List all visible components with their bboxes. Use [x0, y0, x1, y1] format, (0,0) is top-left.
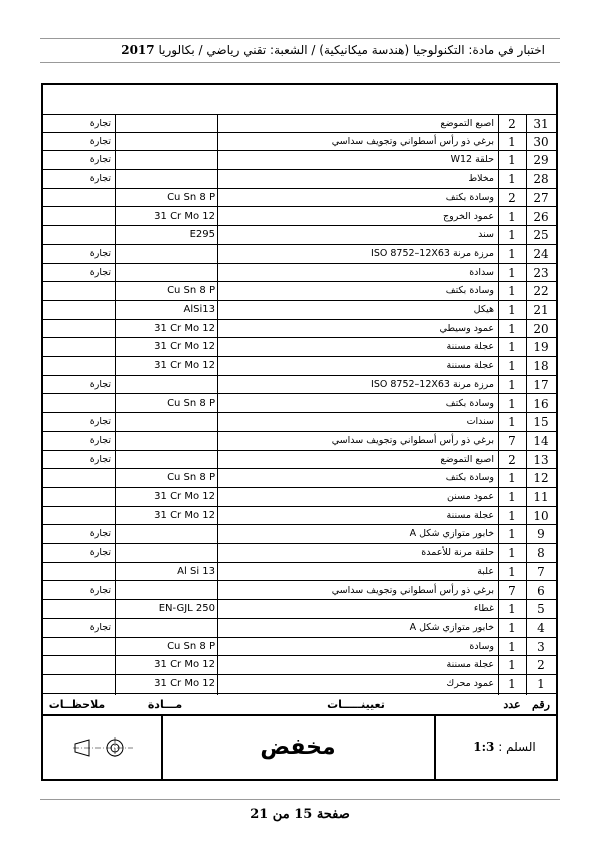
part-number: 10 [533, 508, 549, 523]
scale-value: 1:3 [473, 740, 495, 754]
part-quantity: 1 [508, 246, 516, 261]
part-material [115, 115, 217, 133]
part-remark [43, 320, 113, 338]
part-remark [43, 301, 113, 319]
part-material: 31 Cr Mo 12 [154, 491, 215, 502]
part-remark [43, 488, 113, 506]
part-number: 9 [537, 527, 545, 542]
part-number: 7 [537, 564, 545, 579]
part-number: 23 [533, 265, 549, 280]
part-number: 11 [533, 490, 549, 504]
scale-label [453, 716, 556, 779]
part-number: 5 [537, 602, 545, 617]
part-quantity: 1 [508, 284, 516, 299]
part-quantity: 1 [508, 620, 516, 635]
part-designation: وسادة بكتف [445, 285, 494, 297]
part-quantity: 2 [508, 452, 516, 467]
part-designation: وسادة بكتف [445, 191, 494, 203]
part-number: 12 [533, 471, 549, 486]
part-number: 28 [533, 172, 549, 187]
title-block [43, 716, 556, 779]
part-material: 31 Cr Mo 12 [154, 659, 215, 671]
table-row [43, 133, 556, 152]
table-row [43, 170, 556, 189]
part-remark [43, 338, 113, 356]
part-designation: حلقة مرنة للأعمدة [421, 547, 494, 559]
part-remark [43, 282, 113, 300]
part-quantity: 1 [508, 527, 516, 542]
part-number: 18 [533, 359, 549, 374]
part-quantity: 1 [508, 321, 516, 336]
part-remark: تجارة [89, 173, 111, 185]
part-number: 1 [537, 677, 545, 691]
part-number: 25 [533, 228, 549, 243]
table-row [43, 357, 556, 376]
part-quantity: 1 [508, 134, 516, 149]
part-designation: عمود الخروج [443, 210, 494, 222]
part-number: 2 [537, 658, 545, 673]
part-material: AlSi13 [183, 304, 215, 315]
part-material [115, 525, 217, 543]
table-row [43, 507, 556, 526]
part-material: 31 Cr Mo 12 [154, 678, 215, 689]
part-quantity: 1 [508, 677, 516, 691]
part-remark: تجارة [89, 416, 111, 428]
part-number: 15 [533, 415, 549, 430]
part-remark: تجارة [89, 584, 111, 596]
part-quantity: 1 [508, 359, 516, 374]
part-material [115, 432, 217, 450]
part-number: 22 [533, 284, 549, 299]
part-material: Cu Sn 8 P [167, 397, 215, 409]
table-row [43, 451, 556, 470]
part-material: E295 [189, 229, 215, 241]
part-number: 21 [533, 303, 549, 317]
part-material: 31 Cr Mo 12 [154, 210, 215, 222]
header-top-rule [40, 38, 560, 39]
part-designation: وسادة بكتف [445, 472, 494, 484]
part-material: 31 Cr Mo 12 [154, 341, 215, 353]
part-designation: عمود مسنن [447, 491, 494, 502]
part-number: 16 [533, 396, 549, 411]
part-number: 3 [537, 639, 545, 654]
part-number: 13 [533, 452, 549, 467]
part-remark [43, 600, 113, 618]
part-designation: غطاء [473, 603, 494, 615]
part-designation: اصبع التموضع [440, 118, 494, 129]
drawing-title: مخفض [260, 735, 336, 760]
part-material: Cu Sn 8 P [167, 640, 215, 652]
part-designation: سندات [466, 416, 494, 428]
table-row [43, 226, 556, 245]
part-designation: عجلة مسننة [446, 659, 494, 671]
part-designation: خابور متوازي شكل A [409, 621, 494, 633]
part-quantity: 7 [508, 433, 516, 448]
part-designation: علبة [477, 565, 494, 577]
part-designation: اصبع التموضع [440, 453, 494, 465]
part-designation: سدادة [469, 266, 494, 278]
part-material: 31 Cr Mo 12 [154, 322, 215, 334]
table-row [43, 600, 556, 619]
part-quantity: 1 [508, 396, 516, 411]
part-quantity: 1 [508, 209, 516, 224]
part-quantity: 1 [508, 377, 516, 392]
part-remark: تجارة [89, 247, 111, 259]
part-number: 6 [537, 583, 545, 598]
table-header-row [43, 695, 556, 716]
table-row [43, 638, 556, 657]
part-number: 8 [537, 546, 545, 561]
part-designation: وسادة بكتف [445, 397, 494, 409]
part-quantity: 1 [508, 415, 516, 430]
part-designation: عمود وسيطي [439, 322, 494, 334]
title-block-divider [434, 716, 436, 779]
part-number: 4 [537, 620, 545, 635]
part-remark [43, 563, 113, 581]
exam-subject: اختبار في مادة: التكنولوجيا (هندسة ميكانيكية) / الشعبة: تقني رياضي / بكالوريا [158, 43, 545, 57]
part-remark: تجارة [89, 135, 111, 147]
table-row [43, 469, 556, 488]
part-number: 26 [533, 209, 549, 224]
part-quantity: 1 [508, 265, 516, 280]
part-remark [43, 638, 113, 656]
part-remark: تجارة [89, 453, 111, 465]
part-number: 14 [533, 433, 549, 448]
part-remark: تجارة [89, 154, 111, 166]
part-remark: تجارة [89, 378, 111, 390]
part-designation: عجلة مسننة [446, 509, 494, 521]
table-row [43, 432, 556, 451]
part-remark [43, 656, 113, 674]
part-quantity: 1 [508, 471, 516, 486]
part-material [115, 413, 217, 431]
part-designation: سند [478, 229, 494, 241]
part-quantity: 7 [508, 583, 516, 598]
header-bottom-rule [40, 62, 560, 63]
part-remark: تجارة [89, 266, 111, 278]
table-row [43, 525, 556, 544]
part-designation: برغي ذو رأس أسطواني وتجويف سداسي [331, 434, 494, 446]
part-remark [43, 507, 113, 525]
part-designation: عمود محرك [446, 678, 494, 689]
part-designation: مخلاط [468, 173, 494, 185]
part-remark [43, 226, 113, 244]
part-number: 31 [533, 117, 549, 131]
table-row [43, 656, 556, 675]
part-remark [43, 395, 113, 413]
part-material [115, 151, 217, 169]
part-quantity: 1 [508, 658, 516, 673]
part-quantity: 1 [508, 639, 516, 654]
part-designation: مرزة مرنة ISO 8752–12X63 [371, 378, 494, 390]
table-row [43, 675, 556, 694]
table-row [43, 582, 556, 601]
part-quantity: 1 [508, 340, 516, 355]
part-material [115, 170, 217, 188]
col-header-quantity: عدد [503, 698, 521, 711]
part-material: Cu Sn 8 P [167, 285, 215, 297]
part-quantity: 1 [508, 172, 516, 187]
part-remark [43, 469, 113, 487]
part-number: 24 [533, 246, 549, 261]
part-number: 27 [533, 190, 549, 205]
table-row [43, 619, 556, 638]
part-quantity: 1 [508, 153, 516, 168]
part-quantity: 2 [508, 190, 516, 205]
part-remark: تجارة [89, 621, 111, 633]
part-remark [43, 208, 113, 226]
part-designation: عجلة مسننة [446, 360, 494, 372]
part-material [115, 544, 217, 562]
table-row [43, 488, 556, 507]
table-row [43, 413, 556, 432]
part-quantity: 1 [508, 228, 516, 243]
table-row [43, 544, 556, 563]
exam-header [121, 43, 545, 57]
col-header-remarks: ملاحظــات [48, 698, 106, 711]
part-number: 29 [533, 153, 549, 168]
col-header-designation: تعيينـــــات [327, 698, 385, 711]
part-quantity: 1 [508, 490, 516, 504]
table-row [43, 114, 556, 133]
exam-year: 2017 [121, 43, 155, 57]
part-remark: تجارة [89, 528, 111, 540]
part-quantity: 1 [508, 303, 516, 317]
part-quantity: 2 [508, 117, 516, 131]
part-number: 20 [533, 321, 549, 336]
part-designation: حلقة W12 [450, 154, 494, 166]
page-number: صفحة 15 من 21 [250, 807, 350, 822]
part-designation: عجلة مسننة [446, 341, 494, 353]
table-row [43, 282, 556, 301]
table-row [43, 151, 556, 170]
part-material: Cu Sn 8 P [167, 472, 215, 484]
part-material: EN-GJL 250 [158, 603, 215, 615]
part-quantity: 1 [508, 508, 516, 523]
part-remark [43, 189, 113, 207]
part-remark [43, 357, 113, 375]
scale-caption: السلم : [498, 740, 536, 754]
part-remark: تجارة [89, 434, 111, 446]
table-row [43, 245, 556, 264]
part-material: Cu Sn 8 P [167, 191, 215, 203]
col-header-material: مـــادة [147, 698, 183, 711]
part-material: 31 Cr Mo 12 [154, 360, 215, 372]
part-material [115, 582, 217, 600]
part-number: 17 [533, 377, 549, 392]
part-quantity: 1 [508, 564, 516, 579]
part-material [115, 451, 217, 469]
part-material [115, 619, 217, 637]
part-remark [43, 675, 113, 693]
table-row [43, 301, 556, 320]
part-number: 19 [533, 340, 549, 355]
part-quantity: 1 [508, 546, 516, 561]
part-material [115, 264, 217, 282]
part-material: 31 Cr Mo 12 [154, 509, 215, 521]
table-row [43, 376, 556, 395]
part-designation: وسادة [469, 640, 494, 652]
table-row [43, 563, 556, 582]
part-material [115, 245, 217, 263]
table-row [43, 264, 556, 283]
first-angle-projection-icon [73, 736, 133, 760]
part-material: Al Si 13 [177, 565, 215, 577]
part-quantity: 1 [508, 602, 516, 617]
table-row [43, 320, 556, 339]
part-designation: برغي ذو رأس أسطواني وتجويف سداسي [331, 135, 494, 147]
part-remark: تجارة [89, 118, 111, 129]
part-designation: برغي ذو رأس أسطواني وتجويف سداسي [331, 584, 494, 596]
part-remark: تجارة [89, 547, 111, 559]
part-designation: هيكل [473, 304, 494, 315]
part-material [115, 376, 217, 394]
table-row [43, 395, 556, 414]
col-header-number: رقم [532, 698, 550, 711]
table-row [43, 338, 556, 357]
part-material [115, 133, 217, 151]
table-row [43, 189, 556, 208]
part-designation: مرزة مرنة ISO 8752–12X63 [371, 247, 494, 259]
part-designation: خابور متوازي شكل A [409, 528, 494, 540]
table-row [43, 208, 556, 227]
footer-rule [40, 799, 560, 800]
part-number: 30 [533, 134, 549, 149]
